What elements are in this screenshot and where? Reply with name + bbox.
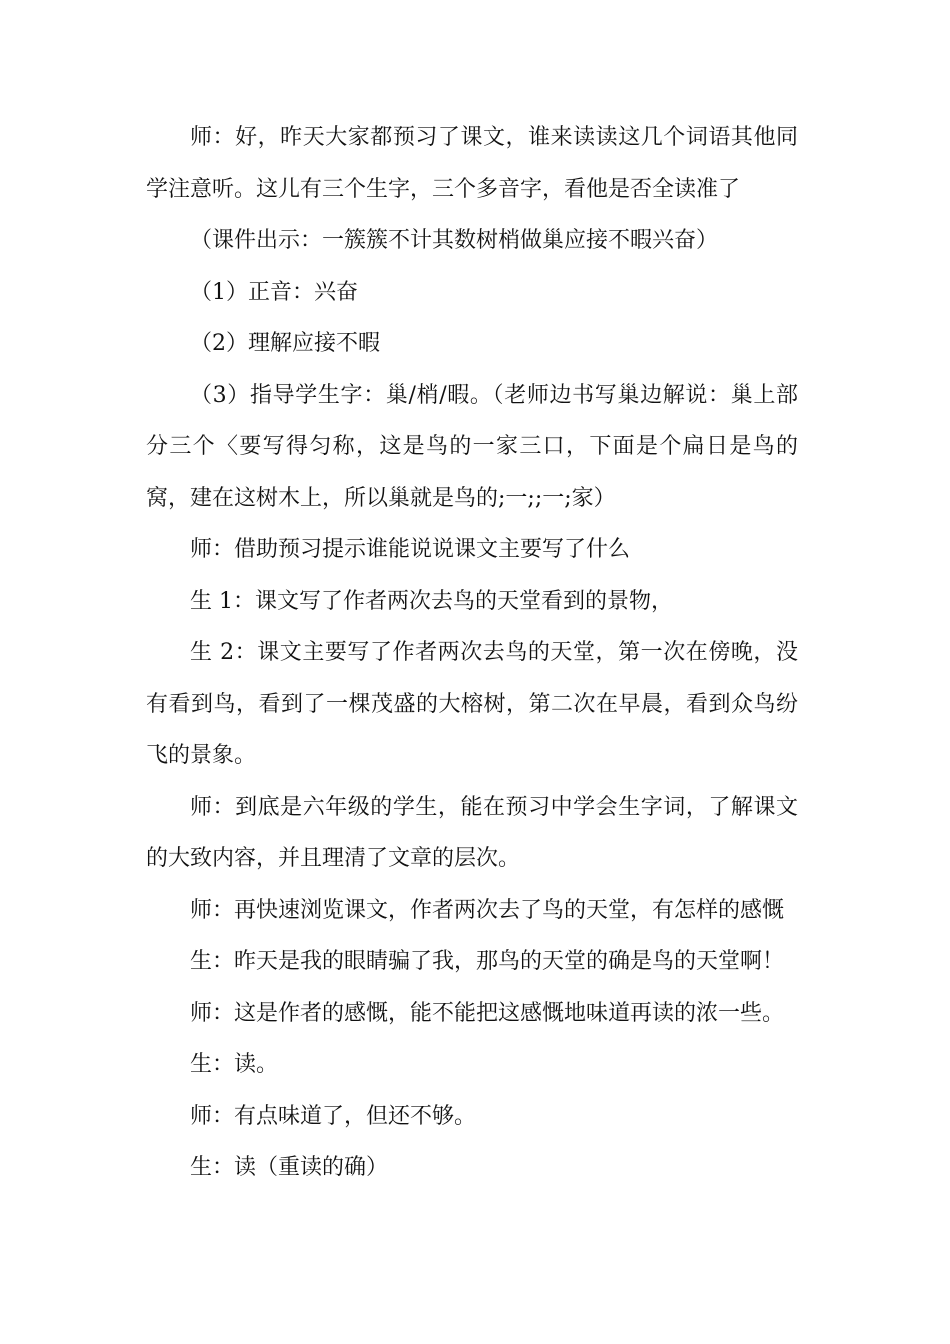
paragraph-student-reread: 生：读（重读的确） [190,1155,389,1180]
paragraph-understanding: （2）理解应接不暇 [190,331,380,356]
paragraph-teacher-question: 师：借助预习提示谁能说说课文主要写了什么 [190,537,631,562]
document-body [146,112,798,1194]
paragraph-teacher-emotion: 师：这是作者的感慨，能不能把这感慨地味道再读的浓一些。 [190,1000,785,1026]
paragraph-student-1: 生 1：课文写了作者两次去鸟的天堂看到的景物， [190,588,673,614]
paragraph-teacher-praise: 师：到底是六年级的学生，能在预习中学会生字词，了解课文的大致内容，并且理清了文章的层次。 [146,794,798,871]
paragraph-character-guide: （3）指导学生字：巢/梢/暇。（老师边书写巢边解说：巢上部分三个〈要写得匀称，这是鸟的一家三口，下面是个扁日是鸟的窝，建在这树木上，所以巢就是鸟的;一;;一;家） [146,382,798,511]
paragraph-pronunciation: （1）正音：兴奋 [190,279,358,305]
paragraph-teacher-preview: 师：好，昨天大家都预习了课文，谁来读读这几个词语其他同学注意听。这儿有三个生字，三个多音字，看他是否全读准了 [146,125,798,202]
paragraph-student-read: 生：读。 [190,1052,279,1077]
paragraph-teacher-feedback: 师：有点味道了，但还不够。 [190,1103,477,1129]
paragraph-courseware: （课件出示：一簇簇不计其数树梢做巢应接不暇兴奋） [190,228,719,253]
paragraph-student-2: 生 2：课文主要写了作者两次去鸟的天堂，第一次在傍晚，没有看到鸟，看到了一棵茂盛的大榕树，第二次在早晨，看到众鸟纷飞的景象。 [146,640,798,768]
paragraph-teacher-browse: 师：再快速浏览课文，作者两次去了鸟的天堂，有怎样的感慨 [190,897,785,923]
paragraph-student-answer: 生：昨天是我的眼睛骗了我，那鸟的天堂的确是鸟的天堂啊！ [190,949,785,974]
